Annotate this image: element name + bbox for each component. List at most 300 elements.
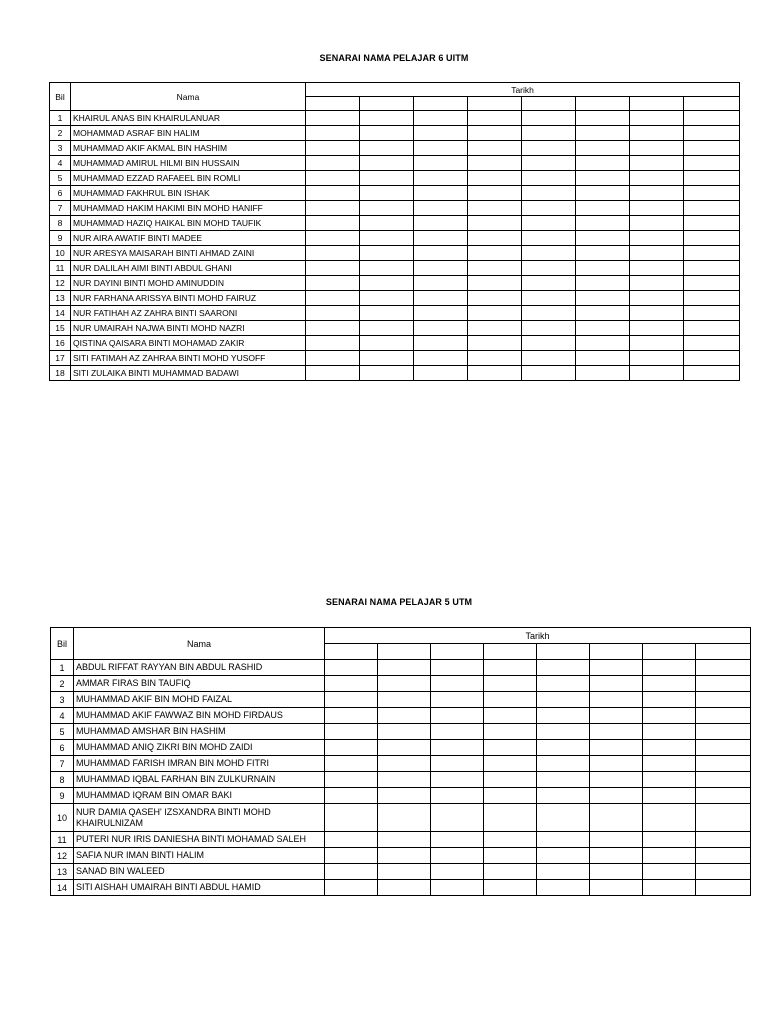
- attendance-cell[interactable]: [325, 676, 378, 692]
- attendance-cell[interactable]: [522, 186, 576, 201]
- table-row: [50, 366, 740, 381]
- attendance-cell[interactable]: [431, 740, 484, 756]
- attendance-cell[interactable]: [684, 336, 740, 351]
- attendance-cell[interactable]: [630, 291, 684, 306]
- student-name: MUHAMMAD IQRAM BIN OMAR BAKI: [74, 788, 325, 804]
- attendance-cell[interactable]: [576, 306, 630, 321]
- date-cell[interactable]: [325, 644, 378, 660]
- attendance-cell[interactable]: [414, 141, 468, 156]
- attendance-cell[interactable]: [306, 141, 360, 156]
- attendance-cell[interactable]: [576, 276, 630, 291]
- attendance-cell[interactable]: [484, 676, 537, 692]
- attendance-cell[interactable]: [360, 126, 414, 141]
- attendance-cell[interactable]: [684, 216, 740, 231]
- attendance-cell[interactable]: [306, 156, 360, 171]
- date-cell[interactable]: [684, 97, 740, 111]
- attendance-cell[interactable]: [522, 246, 576, 261]
- attendance-cell[interactable]: [484, 832, 537, 848]
- date-cell[interactable]: [468, 97, 522, 111]
- date-cell[interactable]: [414, 97, 468, 111]
- attendance-cell[interactable]: [576, 246, 630, 261]
- attendance-cell[interactable]: [431, 804, 484, 832]
- attendance-cell[interactable]: [468, 246, 522, 261]
- attendance-cell[interactable]: [684, 156, 740, 171]
- attendance-cell[interactable]: [590, 660, 643, 676]
- attendance-cell[interactable]: [576, 366, 630, 381]
- attendance-cell[interactable]: [537, 708, 590, 724]
- attendance-cell[interactable]: [522, 306, 576, 321]
- date-cell[interactable]: [360, 97, 414, 111]
- attendance-cell[interactable]: [696, 804, 751, 832]
- attendance-cell[interactable]: [696, 880, 751, 896]
- attendance-cell[interactable]: [414, 306, 468, 321]
- attendance-cell[interactable]: [537, 692, 590, 708]
- attendance-cell[interactable]: [522, 336, 576, 351]
- attendance-cell[interactable]: [643, 708, 696, 724]
- row-number: 13: [50, 291, 71, 306]
- attendance-cell[interactable]: [696, 740, 751, 756]
- attendance-cell[interactable]: [360, 366, 414, 381]
- attendance-cell[interactable]: [576, 291, 630, 306]
- attendance-cell[interactable]: [360, 111, 414, 126]
- date-cell[interactable]: [378, 644, 431, 660]
- attendance-cell[interactable]: [590, 788, 643, 804]
- attendance-cell[interactable]: [590, 864, 643, 880]
- attendance-cell[interactable]: [484, 788, 537, 804]
- attendance-cell[interactable]: [522, 366, 576, 381]
- attendance-cell[interactable]: [306, 336, 360, 351]
- attendance-cell[interactable]: [414, 216, 468, 231]
- attendance-cell[interactable]: [484, 692, 537, 708]
- table-row: [51, 692, 751, 708]
- attendance-cell[interactable]: [576, 336, 630, 351]
- attendance-cell[interactable]: [537, 724, 590, 740]
- attendance-cell[interactable]: [576, 216, 630, 231]
- list2-title: SENARAI NAMA PELAJAR 5 UTM: [325, 597, 473, 607]
- attendance-cell[interactable]: [414, 186, 468, 201]
- student-name: MUHAMMAD AKIF BIN MOHD FAIZAL: [74, 692, 325, 708]
- attendance-cell[interactable]: [537, 880, 590, 896]
- attendance-cell[interactable]: [484, 660, 537, 676]
- attendance-cell[interactable]: [360, 216, 414, 231]
- table-row: [51, 864, 751, 880]
- row-number: 7: [50, 201, 71, 216]
- attendance-cell[interactable]: [306, 186, 360, 201]
- attendance-cell[interactable]: [360, 321, 414, 336]
- attendance-cell[interactable]: [696, 832, 751, 848]
- attendance-cell[interactable]: [696, 724, 751, 740]
- attendance-cell[interactable]: [431, 756, 484, 772]
- attendance-cell[interactable]: [414, 111, 468, 126]
- attendance-cell[interactable]: [360, 141, 414, 156]
- date-cell[interactable]: [643, 644, 696, 660]
- attendance-cell[interactable]: [306, 201, 360, 216]
- attendance-cell[interactable]: [325, 788, 378, 804]
- attendance-cell[interactable]: [576, 351, 630, 366]
- attendance-cell[interactable]: [431, 864, 484, 880]
- attendance-cell[interactable]: [522, 231, 576, 246]
- attendance-cell[interactable]: [414, 336, 468, 351]
- attendance-cell[interactable]: [414, 246, 468, 261]
- attendance-cell[interactable]: [684, 351, 740, 366]
- attendance-cell[interactable]: [696, 864, 751, 880]
- attendance-cell[interactable]: [643, 832, 696, 848]
- attendance-cell[interactable]: [431, 832, 484, 848]
- date-cell[interactable]: [630, 97, 684, 111]
- attendance-cell[interactable]: [325, 724, 378, 740]
- attendance-cell[interactable]: [360, 156, 414, 171]
- attendance-cell[interactable]: [306, 291, 360, 306]
- attendance-cell[interactable]: [378, 708, 431, 724]
- attendance-cell[interactable]: [576, 186, 630, 201]
- attendance-cell[interactable]: [468, 366, 522, 381]
- attendance-cell[interactable]: [576, 171, 630, 186]
- attendance-cell[interactable]: [306, 246, 360, 261]
- attendance-cell[interactable]: [325, 756, 378, 772]
- attendance-cell[interactable]: [630, 246, 684, 261]
- date-cell[interactable]: [484, 644, 537, 660]
- attendance-cell[interactable]: [576, 321, 630, 336]
- attendance-cell[interactable]: [468, 306, 522, 321]
- attendance-cell[interactable]: [522, 261, 576, 276]
- table-row: [50, 261, 740, 276]
- attendance-cell[interactable]: [378, 692, 431, 708]
- attendance-cell[interactable]: [630, 351, 684, 366]
- attendance-cell[interactable]: [576, 141, 630, 156]
- attendance-cell[interactable]: [576, 231, 630, 246]
- attendance-cell[interactable]: [684, 111, 740, 126]
- attendance-cell[interactable]: [378, 788, 431, 804]
- attendance-cell[interactable]: [590, 692, 643, 708]
- attendance-cell[interactable]: [696, 692, 751, 708]
- row-number: 5: [51, 724, 74, 740]
- attendance-cell[interactable]: [696, 848, 751, 864]
- attendance-cell[interactable]: [537, 756, 590, 772]
- attendance-cell[interactable]: [684, 321, 740, 336]
- attendance-cell[interactable]: [696, 660, 751, 676]
- attendance-cell[interactable]: [630, 126, 684, 141]
- attendance-cell[interactable]: [306, 366, 360, 381]
- attendance-cell[interactable]: [590, 804, 643, 832]
- row-number: 3: [51, 692, 74, 708]
- attendance-cell[interactable]: [537, 740, 590, 756]
- attendance-cell[interactable]: [684, 186, 740, 201]
- attendance-cell[interactable]: [643, 848, 696, 864]
- attendance-cell[interactable]: [630, 306, 684, 321]
- row-number: 17: [50, 351, 71, 366]
- attendance-cell[interactable]: [378, 740, 431, 756]
- attendance-cell[interactable]: [684, 246, 740, 261]
- attendance-cell[interactable]: [360, 186, 414, 201]
- row-number: 10: [51, 804, 74, 832]
- attendance-cell[interactable]: [484, 772, 537, 788]
- attendance-cell[interactable]: [306, 321, 360, 336]
- attendance-cell[interactable]: [590, 756, 643, 772]
- attendance-cell[interactable]: [696, 772, 751, 788]
- attendance-cell[interactable]: [306, 216, 360, 231]
- attendance-cell[interactable]: [684, 141, 740, 156]
- attendance-cell[interactable]: [431, 692, 484, 708]
- attendance-cell[interactable]: [630, 336, 684, 351]
- student-name: NUR AIRA AWATIF BINTI MADEE: [71, 231, 306, 246]
- attendance-cell[interactable]: [431, 676, 484, 692]
- table-row: [50, 336, 740, 351]
- attendance-cell[interactable]: [468, 171, 522, 186]
- attendance-cell[interactable]: [630, 156, 684, 171]
- attendance-cell[interactable]: [306, 126, 360, 141]
- date-cell[interactable]: [306, 97, 360, 111]
- attendance-cell[interactable]: [414, 126, 468, 141]
- attendance-cell[interactable]: [325, 804, 378, 832]
- attendance-cell[interactable]: [360, 246, 414, 261]
- attendance-cell[interactable]: [630, 186, 684, 201]
- attendance-cell[interactable]: [643, 864, 696, 880]
- attendance-cell[interactable]: [378, 832, 431, 848]
- attendance-cell[interactable]: [431, 708, 484, 724]
- attendance-cell[interactable]: [484, 740, 537, 756]
- attendance-cell[interactable]: [360, 261, 414, 276]
- attendance-cell[interactable]: [431, 724, 484, 740]
- attendance-cell[interactable]: [325, 880, 378, 896]
- attendance-cell[interactable]: [643, 740, 696, 756]
- attendance-cell[interactable]: [522, 216, 576, 231]
- attendance-cell[interactable]: [378, 864, 431, 880]
- attendance-cell[interactable]: [696, 788, 751, 804]
- date-cell[interactable]: [576, 97, 630, 111]
- attendance-cell[interactable]: [414, 231, 468, 246]
- attendance-cell[interactable]: [468, 201, 522, 216]
- table-row: [51, 756, 751, 772]
- attendance-cell[interactable]: [360, 171, 414, 186]
- row-number: 12: [51, 848, 74, 864]
- attendance-cell[interactable]: [537, 660, 590, 676]
- attendance-cell[interactable]: [484, 756, 537, 772]
- student-name: MUHAMMAD AMSHAR BIN HASHIM: [74, 724, 325, 740]
- attendance-cell[interactable]: [378, 804, 431, 832]
- attendance-cell[interactable]: [684, 276, 740, 291]
- attendance-cell[interactable]: [630, 201, 684, 216]
- attendance-cell[interactable]: [537, 676, 590, 692]
- attendance-cell[interactable]: [576, 201, 630, 216]
- attendance-cell[interactable]: [643, 676, 696, 692]
- attendance-cell[interactable]: [325, 740, 378, 756]
- attendance-cell[interactable]: [696, 676, 751, 692]
- attendance-cell[interactable]: [684, 231, 740, 246]
- attendance-cell[interactable]: [325, 832, 378, 848]
- student-name: NUR DAYINI BINTI MOHD AMINUDDIN: [71, 276, 306, 291]
- attendance-cell[interactable]: [537, 788, 590, 804]
- attendance-cell[interactable]: [684, 171, 740, 186]
- attendance-cell[interactable]: [484, 848, 537, 864]
- attendance-cell[interactable]: [414, 321, 468, 336]
- attendance-cell[interactable]: [696, 756, 751, 772]
- attendance-cell[interactable]: [630, 216, 684, 231]
- attendance-cell[interactable]: [325, 660, 378, 676]
- attendance-cell[interactable]: [325, 848, 378, 864]
- attendance-cell[interactable]: [468, 186, 522, 201]
- attendance-cell[interactable]: [306, 351, 360, 366]
- attendance-cell[interactable]: [484, 880, 537, 896]
- attendance-cell[interactable]: [643, 756, 696, 772]
- attendance-cell[interactable]: [522, 171, 576, 186]
- table-row: [50, 291, 740, 306]
- attendance-cell[interactable]: [522, 111, 576, 126]
- attendance-cell[interactable]: [468, 291, 522, 306]
- attendance-cell[interactable]: [590, 880, 643, 896]
- attendance-cell[interactable]: [414, 171, 468, 186]
- attendance-cell[interactable]: [537, 848, 590, 864]
- attendance-cell[interactable]: [360, 276, 414, 291]
- attendance-cell[interactable]: [414, 351, 468, 366]
- attendance-cell[interactable]: [360, 306, 414, 321]
- attendance-cell[interactable]: [643, 788, 696, 804]
- attendance-cell[interactable]: [360, 201, 414, 216]
- attendance-cell[interactable]: [468, 276, 522, 291]
- attendance-cell[interactable]: [431, 880, 484, 896]
- attendance-cell[interactable]: [468, 336, 522, 351]
- attendance-cell[interactable]: [630, 276, 684, 291]
- attendance-cell[interactable]: [522, 276, 576, 291]
- attendance-cell[interactable]: [468, 216, 522, 231]
- attendance-cell[interactable]: [643, 724, 696, 740]
- attendance-cell[interactable]: [590, 740, 643, 756]
- attendance-cell[interactable]: [360, 351, 414, 366]
- attendance-cell[interactable]: [468, 156, 522, 171]
- attendance-cell[interactable]: [325, 708, 378, 724]
- attendance-cell[interactable]: [414, 276, 468, 291]
- attendance-cell[interactable]: [630, 366, 684, 381]
- attendance-cell[interactable]: [325, 772, 378, 788]
- student-name: MUHAMMAD HAZIQ HAIKAL BIN MOHD TAUFIK: [71, 216, 306, 231]
- attendance-cell[interactable]: [414, 291, 468, 306]
- attendance-cell[interactable]: [537, 804, 590, 832]
- attendance-cell[interactable]: [378, 772, 431, 788]
- attendance-cell[interactable]: [306, 276, 360, 291]
- attendance-cell[interactable]: [378, 756, 431, 772]
- attendance-cell[interactable]: [576, 126, 630, 141]
- attendance-cell[interactable]: [306, 306, 360, 321]
- attendance-cell[interactable]: [468, 351, 522, 366]
- attendance-cell[interactable]: [643, 804, 696, 832]
- attendance-cell[interactable]: [378, 848, 431, 864]
- attendance-cell[interactable]: [643, 692, 696, 708]
- attendance-cell[interactable]: [590, 676, 643, 692]
- attendance-cell[interactable]: [468, 141, 522, 156]
- attendance-cell[interactable]: [468, 261, 522, 276]
- attendance-cell[interactable]: [522, 201, 576, 216]
- attendance-cell[interactable]: [378, 724, 431, 740]
- table-row: [50, 201, 740, 216]
- attendance-cell[interactable]: [431, 772, 484, 788]
- student-name: SANAD BIN WALEED: [74, 864, 325, 880]
- attendance-cell[interactable]: [306, 231, 360, 246]
- attendance-cell[interactable]: [414, 261, 468, 276]
- attendance-cell[interactable]: [522, 156, 576, 171]
- date-cell[interactable]: [431, 644, 484, 660]
- attendance-cell[interactable]: [468, 321, 522, 336]
- attendance-cell[interactable]: [643, 880, 696, 896]
- attendance-cell[interactable]: [630, 141, 684, 156]
- attendance-cell[interactable]: [468, 126, 522, 141]
- attendance-cell[interactable]: [468, 231, 522, 246]
- attendance-cell[interactable]: [643, 772, 696, 788]
- attendance-cell[interactable]: [306, 111, 360, 126]
- attendance-cell[interactable]: [537, 832, 590, 848]
- attendance-cell[interactable]: [643, 660, 696, 676]
- attendance-cell[interactable]: [590, 832, 643, 848]
- attendance-cell[interactable]: [630, 321, 684, 336]
- attendance-cell[interactable]: [522, 351, 576, 366]
- attendance-cell[interactable]: [360, 291, 414, 306]
- attendance-cell[interactable]: [684, 306, 740, 321]
- attendance-cell[interactable]: [431, 848, 484, 864]
- attendance-cell[interactable]: [590, 848, 643, 864]
- attendance-cell[interactable]: [306, 261, 360, 276]
- header-nama: Nama: [71, 83, 306, 111]
- attendance-cell[interactable]: [414, 366, 468, 381]
- date-cell[interactable]: [696, 644, 751, 660]
- attendance-cell[interactable]: [306, 171, 360, 186]
- attendance-cell[interactable]: [431, 660, 484, 676]
- attendance-cell[interactable]: [325, 864, 378, 880]
- attendance-cell[interactable]: [484, 724, 537, 740]
- date-cell[interactable]: [522, 97, 576, 111]
- attendance-cell[interactable]: [590, 724, 643, 740]
- attendance-cell[interactable]: [630, 171, 684, 186]
- attendance-cell[interactable]: [630, 231, 684, 246]
- attendance-cell[interactable]: [484, 864, 537, 880]
- attendance-cell[interactable]: [431, 788, 484, 804]
- attendance-cell[interactable]: [590, 708, 643, 724]
- table-row: [51, 772, 751, 788]
- attendance-cell[interactable]: [684, 126, 740, 141]
- attendance-cell[interactable]: [325, 692, 378, 708]
- attendance-cell[interactable]: [468, 111, 522, 126]
- attendance-cell[interactable]: [576, 261, 630, 276]
- attendance-cell[interactable]: [630, 261, 684, 276]
- date-cell[interactable]: [537, 644, 590, 660]
- student-name: AMMAR FIRAS BIN TAUFIQ: [74, 676, 325, 692]
- attendance-cell[interactable]: [414, 201, 468, 216]
- attendance-cell[interactable]: [360, 231, 414, 246]
- attendance-cell[interactable]: [537, 864, 590, 880]
- attendance-cell[interactable]: [484, 708, 537, 724]
- attendance-cell[interactable]: [684, 261, 740, 276]
- attendance-cell[interactable]: [590, 772, 643, 788]
- attendance-cell[interactable]: [378, 880, 431, 896]
- table-row: [50, 216, 740, 231]
- attendance-cell[interactable]: [537, 772, 590, 788]
- attendance-cell[interactable]: [378, 676, 431, 692]
- attendance-cell[interactable]: [522, 291, 576, 306]
- attendance-cell[interactable]: [684, 201, 740, 216]
- attendance-cell[interactable]: [484, 804, 537, 832]
- attendance-cell[interactable]: [522, 321, 576, 336]
- attendance-cell[interactable]: [576, 156, 630, 171]
- student-name: MUHAMMAD FARISH IMRAN BIN MOHD FITRI: [74, 756, 325, 772]
- attendance-cell[interactable]: [522, 126, 576, 141]
- attendance-cell[interactable]: [522, 141, 576, 156]
- attendance-cell[interactable]: [630, 111, 684, 126]
- attendance-cell[interactable]: [360, 336, 414, 351]
- attendance-cell[interactable]: [684, 366, 740, 381]
- attendance-cell[interactable]: [696, 708, 751, 724]
- date-cell[interactable]: [590, 644, 643, 660]
- attendance-cell[interactable]: [576, 111, 630, 126]
- attendance-cell[interactable]: [684, 291, 740, 306]
- attendance-cell[interactable]: [378, 660, 431, 676]
- attendance-cell[interactable]: [414, 156, 468, 171]
